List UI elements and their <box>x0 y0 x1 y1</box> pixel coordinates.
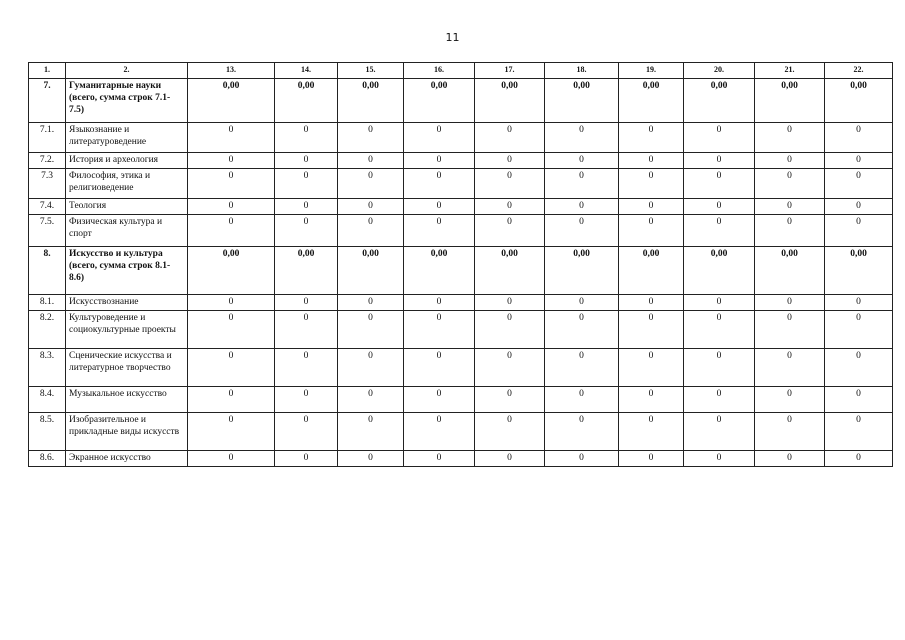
table-row <box>29 199 893 215</box>
value-cell: 0 <box>825 451 893 467</box>
value-cell: 0 <box>619 349 684 387</box>
row-number: 8. <box>29 247 66 295</box>
row-number: 8.4. <box>29 387 66 413</box>
value-cell: 0,00 <box>188 247 275 295</box>
table-row <box>29 413 893 451</box>
row-number: 8.2. <box>29 311 66 349</box>
value-cell: 0 <box>338 169 404 199</box>
value-cell: 0 <box>404 413 475 451</box>
page-number: 11 <box>445 31 460 44</box>
value-cell: 0 <box>188 153 275 169</box>
value-cell: 0 <box>825 387 893 413</box>
row-number: 7.1. <box>29 123 66 153</box>
value-cell: 0 <box>475 123 545 153</box>
row-number: 7. <box>29 79 66 123</box>
value-cell: 0 <box>684 215 755 247</box>
value-cell: 0 <box>684 349 755 387</box>
column-header: 18. <box>545 63 619 79</box>
row-number: 7.5. <box>29 215 66 247</box>
value-cell: 0 <box>188 215 275 247</box>
data-table <box>28 62 893 467</box>
table-row <box>29 123 893 153</box>
value-cell: 0 <box>755 413 825 451</box>
column-header: 20. <box>684 63 755 79</box>
value-cell: 0 <box>188 349 275 387</box>
value-cell: 0 <box>475 169 545 199</box>
row-name: Теология <box>66 199 188 215</box>
value-cell: 0 <box>825 311 893 349</box>
row-name: Сценические искусства и литературное творчество <box>66 349 188 387</box>
value-cell: 0 <box>755 123 825 153</box>
value-cell: 0 <box>825 349 893 387</box>
value-cell: 0 <box>475 295 545 311</box>
value-cell: 0 <box>275 387 338 413</box>
value-cell: 0 <box>619 215 684 247</box>
value-cell: 0 <box>545 169 619 199</box>
value-cell: 0 <box>619 311 684 349</box>
value-cell: 0 <box>275 413 338 451</box>
value-cell: 0 <box>755 169 825 199</box>
value-cell: 0 <box>275 349 338 387</box>
row-number: 8.5. <box>29 413 66 451</box>
column-header: 13. <box>188 63 275 79</box>
value-cell: 0 <box>684 199 755 215</box>
value-cell: 0 <box>188 413 275 451</box>
row-name: Искусство и культура (всего, сумма строк 8.1-8.6) <box>66 247 188 295</box>
column-header: 19. <box>619 63 684 79</box>
value-cell: 0 <box>755 451 825 467</box>
value-cell: 0 <box>545 123 619 153</box>
value-cell: 0 <box>684 413 755 451</box>
row-number: 7.3 <box>29 169 66 199</box>
value-cell: 0 <box>275 311 338 349</box>
value-cell: 0 <box>338 123 404 153</box>
value-cell: 0,00 <box>338 79 404 123</box>
value-cell: 0,00 <box>275 247 338 295</box>
column-header: 14. <box>275 63 338 79</box>
value-cell: 0 <box>404 295 475 311</box>
value-cell: 0 <box>684 169 755 199</box>
value-cell: 0 <box>404 451 475 467</box>
value-cell: 0 <box>545 349 619 387</box>
value-cell: 0 <box>825 199 893 215</box>
value-cell: 0 <box>755 349 825 387</box>
value-cell: 0 <box>619 451 684 467</box>
value-cell: 0,00 <box>619 79 684 123</box>
table-row <box>29 153 893 169</box>
value-cell: 0 <box>684 153 755 169</box>
value-cell: 0 <box>275 451 338 467</box>
table-row <box>29 387 893 413</box>
value-cell: 0,00 <box>545 247 619 295</box>
value-cell: 0 <box>684 311 755 349</box>
row-name: Философия, этика и религиоведение <box>66 169 188 199</box>
row-name: Экранное искусство <box>66 451 188 467</box>
row-name: Культуроведение и социокультурные проекты <box>66 311 188 349</box>
value-cell: 0 <box>755 153 825 169</box>
value-cell: 0 <box>275 199 338 215</box>
value-cell: 0 <box>404 349 475 387</box>
value-cell: 0 <box>338 387 404 413</box>
value-cell: 0 <box>188 199 275 215</box>
value-cell: 0 <box>619 413 684 451</box>
value-cell: 0 <box>404 311 475 349</box>
value-cell: 0 <box>338 153 404 169</box>
value-cell: 0,00 <box>475 79 545 123</box>
value-cell: 0 <box>619 199 684 215</box>
value-cell: 0,00 <box>404 247 475 295</box>
row-number: 7.4. <box>29 199 66 215</box>
value-cell: 0 <box>825 123 893 153</box>
value-cell: 0 <box>275 123 338 153</box>
value-cell: 0 <box>188 451 275 467</box>
value-cell: 0 <box>475 387 545 413</box>
value-cell: 0,00 <box>755 247 825 295</box>
value-cell: 0 <box>475 413 545 451</box>
value-cell: 0 <box>545 199 619 215</box>
value-cell: 0 <box>545 451 619 467</box>
value-cell: 0 <box>755 387 825 413</box>
value-cell: 0 <box>404 387 475 413</box>
value-cell: 0 <box>619 123 684 153</box>
table-row <box>29 215 893 247</box>
value-cell: 0 <box>188 169 275 199</box>
value-cell: 0 <box>684 123 755 153</box>
value-cell: 0 <box>404 199 475 215</box>
value-cell: 0 <box>825 169 893 199</box>
value-cell: 0 <box>619 153 684 169</box>
value-cell: 0,00 <box>475 247 545 295</box>
value-cell: 0 <box>404 215 475 247</box>
value-cell: 0 <box>825 295 893 311</box>
value-cell: 0 <box>545 413 619 451</box>
value-cell: 0 <box>275 295 338 311</box>
table-row <box>29 451 893 467</box>
value-cell: 0 <box>755 199 825 215</box>
table-row <box>29 349 893 387</box>
table-row <box>29 295 893 311</box>
value-cell: 0 <box>404 153 475 169</box>
value-cell: 0 <box>755 311 825 349</box>
column-header: 1. <box>29 63 66 79</box>
row-name: История и археология <box>66 153 188 169</box>
value-cell: 0,00 <box>684 247 755 295</box>
value-cell: 0 <box>188 295 275 311</box>
table-row <box>29 311 893 349</box>
row-number: 8.3. <box>29 349 66 387</box>
row-number: 7.2. <box>29 153 66 169</box>
value-cell: 0,00 <box>188 79 275 123</box>
value-cell: 0 <box>545 215 619 247</box>
value-cell: 0,00 <box>684 79 755 123</box>
value-cell: 0 <box>404 123 475 153</box>
value-cell: 0 <box>755 215 825 247</box>
value-cell: 0 <box>338 215 404 247</box>
value-cell: 0,00 <box>755 79 825 123</box>
row-name: Искусствознание <box>66 295 188 311</box>
row-number: 8.1. <box>29 295 66 311</box>
value-cell: 0 <box>475 153 545 169</box>
value-cell: 0 <box>545 387 619 413</box>
value-cell: 0 <box>188 311 275 349</box>
value-cell: 0 <box>338 199 404 215</box>
row-number: 8.6. <box>29 451 66 467</box>
value-cell: 0,00 <box>619 247 684 295</box>
value-cell: 0 <box>825 413 893 451</box>
table-row <box>29 247 893 295</box>
value-cell: 0,00 <box>825 247 893 295</box>
value-cell: 0,00 <box>404 79 475 123</box>
value-cell: 0 <box>338 295 404 311</box>
value-cell: 0 <box>188 123 275 153</box>
table-row <box>29 79 893 123</box>
value-cell: 0 <box>619 295 684 311</box>
value-cell: 0 <box>545 153 619 169</box>
value-cell: 0 <box>475 215 545 247</box>
column-header: 21. <box>755 63 825 79</box>
value-cell: 0 <box>475 199 545 215</box>
value-cell: 0 <box>619 387 684 413</box>
value-cell: 0 <box>475 451 545 467</box>
value-cell: 0 <box>188 387 275 413</box>
value-cell: 0 <box>825 215 893 247</box>
value-cell: 0 <box>619 169 684 199</box>
value-cell: 0 <box>338 311 404 349</box>
value-cell: 0 <box>475 311 545 349</box>
row-name: Физическая культура и спорт <box>66 215 188 247</box>
table-row <box>29 169 893 199</box>
value-cell: 0 <box>338 349 404 387</box>
header-row <box>29 63 893 79</box>
value-cell: 0 <box>338 451 404 467</box>
value-cell: 0 <box>275 153 338 169</box>
row-name: Гуманитарные науки (всего, сумма строк 7.1-7.5) <box>66 79 188 123</box>
value-cell: 0 <box>275 169 338 199</box>
column-header: 2. <box>66 63 188 79</box>
value-cell: 0 <box>684 387 755 413</box>
column-header: 15. <box>338 63 404 79</box>
value-cell: 0 <box>475 349 545 387</box>
value-cell: 0 <box>545 311 619 349</box>
value-cell: 0 <box>684 295 755 311</box>
value-cell: 0,00 <box>338 247 404 295</box>
value-cell: 0 <box>275 215 338 247</box>
value-cell: 0 <box>684 451 755 467</box>
value-cell: 0,00 <box>545 79 619 123</box>
value-cell: 0,00 <box>275 79 338 123</box>
row-name: Изобразительное и прикладные виды искусств <box>66 413 188 451</box>
row-name: Музыкальное искусство <box>66 387 188 413</box>
value-cell: 0 <box>755 295 825 311</box>
value-cell: 0 <box>825 153 893 169</box>
value-cell: 0 <box>545 295 619 311</box>
value-cell: 0,00 <box>825 79 893 123</box>
column-header: 17. <box>475 63 545 79</box>
row-name: Языкознание и литературоведение <box>66 123 188 153</box>
value-cell: 0 <box>338 413 404 451</box>
column-header: 22. <box>825 63 893 79</box>
column-header: 16. <box>404 63 475 79</box>
value-cell: 0 <box>404 169 475 199</box>
